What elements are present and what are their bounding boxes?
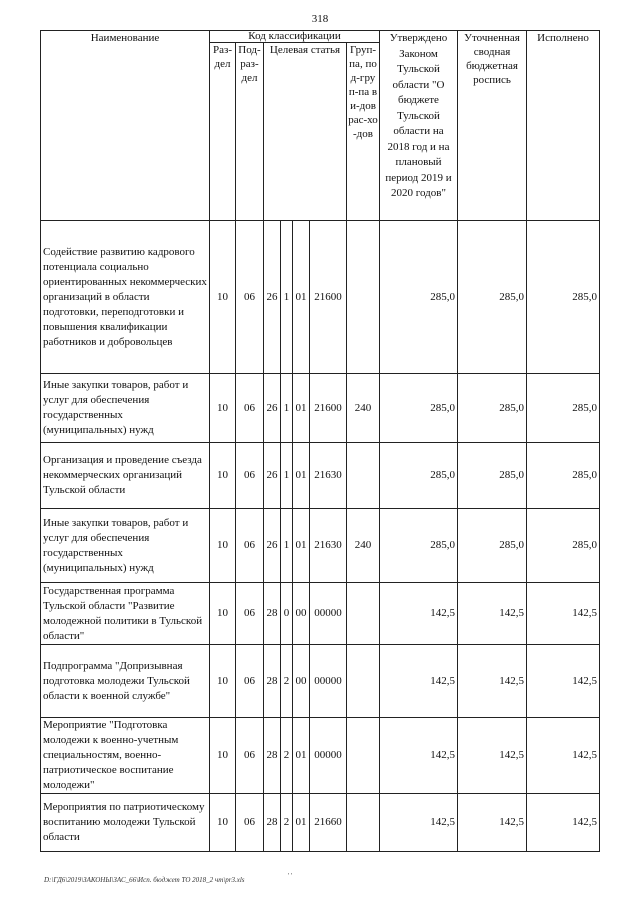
target-code-measure: 01 [293, 374, 310, 443]
refined-value: 285,0 [458, 509, 527, 583]
expense-group-code: 240 [347, 509, 380, 583]
target-code-program: 28 [264, 645, 281, 718]
expense-group-code [347, 443, 380, 509]
expense-group-code [347, 794, 380, 852]
header-approved: Утверждено Законом Тульской области "О бюджете Тульской области на 2018 год и на плановый период 2019 и 2020 годов" [380, 31, 458, 221]
executed-value: 142,5 [527, 794, 600, 852]
table-row [41, 374, 600, 443]
header-expense-group: Груп-па, под-груп-па ви-дов рас-хо-дов [347, 43, 380, 221]
target-code-program: 28 [264, 583, 281, 645]
target-code-measure: 01 [293, 718, 310, 794]
section-code: 10 [210, 509, 236, 583]
table-row [41, 583, 600, 645]
target-code-direction: 21600 [310, 221, 347, 374]
target-code-subprogram: 1 [281, 443, 293, 509]
header-name: Наименование [41, 31, 210, 221]
target-code-program: 26 [264, 221, 281, 374]
executed-value: 142,5 [527, 645, 600, 718]
section-code: 10 [210, 794, 236, 852]
target-code-program: 26 [264, 374, 281, 443]
refined-value: 285,0 [458, 374, 527, 443]
target-code-subprogram: 1 [281, 221, 293, 374]
target-code-program: 26 [264, 509, 281, 583]
approved-value: 285,0 [380, 443, 458, 509]
approved-value: 285,0 [380, 374, 458, 443]
header-subsection: Под-раз-дел [236, 43, 264, 221]
table-row [41, 718, 600, 794]
expense-group-code: 240 [347, 374, 380, 443]
row-name: Подпрограмма "Допризывная подготовка молодежи Тульской области к военной службе" [41, 645, 210, 718]
section-code: 10 [210, 718, 236, 794]
approved-value: 285,0 [380, 221, 458, 374]
executed-value: 142,5 [527, 583, 600, 645]
table-row [41, 443, 600, 509]
approved-value: 142,5 [380, 794, 458, 852]
row-name: Мероприятие "Подготовка молодежи к военно-учетным специальностям, военно-патриотическое воспитание молодежи" [41, 718, 210, 794]
target-code-direction: 21660 [310, 794, 347, 852]
target-code-subprogram: 1 [281, 374, 293, 443]
target-code-measure: 01 [293, 221, 310, 374]
target-code-direction: 21630 [310, 443, 347, 509]
refined-value: 142,5 [458, 583, 527, 645]
target-code-subprogram: 2 [281, 794, 293, 852]
approved-value: 142,5 [380, 718, 458, 794]
file-path: D:\ГД6\2019\ЗАКОНЫ\ЗАС_66\Исп. бюджет ТО 2018_2 чт\pr3.xls [44, 876, 245, 884]
subsection-code: 06 [236, 221, 264, 374]
page-number: 318 [311, 13, 329, 25]
target-code-direction: 00000 [310, 645, 347, 718]
section-code: 10 [210, 645, 236, 718]
header-section: Раз-дел [210, 43, 236, 221]
target-code-measure: 01 [293, 443, 310, 509]
target-code-direction: 21630 [310, 509, 347, 583]
target-code-direction: 00000 [310, 583, 347, 645]
row-name: Содействие развитию кадрового потенциала социально ориентированных некоммерческих организаций в области подготовки, переподготовки и повышения квалификации работников и добровольцев [41, 221, 210, 374]
approved-value: 142,5 [380, 583, 458, 645]
section-code: 10 [210, 583, 236, 645]
row-name: Государственная программа Тульской области "Развитие молодежной политики в Тульской области" [41, 583, 210, 645]
header-refined: Уточненная сводная бюджетная роспись [458, 31, 527, 221]
expense-group-code [347, 583, 380, 645]
header-target: Целевая статья [264, 43, 347, 221]
target-code-subprogram: 2 [281, 645, 293, 718]
table-row [41, 221, 600, 374]
approved-value: 285,0 [380, 509, 458, 583]
target-code-subprogram: 2 [281, 718, 293, 794]
table-row [41, 794, 600, 852]
subsection-code: 06 [236, 583, 264, 645]
target-code-measure: 00 [293, 645, 310, 718]
target-code-measure: 01 [293, 794, 310, 852]
row-name: Иные закупки товаров, работ и услуг для обеспечения государственных (муниципальных) нужд [41, 374, 210, 443]
executed-value: 285,0 [527, 443, 600, 509]
header-code: Код классификации [210, 31, 380, 43]
target-code-direction: 00000 [310, 718, 347, 794]
row-name: Организация и проведение съезда некоммерческих организаций Тульской области [41, 443, 210, 509]
subsection-code: 06 [236, 443, 264, 509]
header-executed: Исполнено [527, 31, 600, 221]
expense-group-code [347, 221, 380, 374]
expense-group-code [347, 645, 380, 718]
target-code-measure: 00 [293, 583, 310, 645]
budget-table [40, 30, 600, 852]
subsection-code: 06 [236, 794, 264, 852]
executed-value: 285,0 [527, 374, 600, 443]
executed-value: 285,0 [527, 509, 600, 583]
section-code: 10 [210, 374, 236, 443]
refined-value: 142,5 [458, 794, 527, 852]
target-code-measure: 01 [293, 509, 310, 583]
row-name: Иные закупки товаров, работ и услуг для обеспечения государственных (муниципальных) нужд [41, 509, 210, 583]
refined-value: 285,0 [458, 443, 527, 509]
table-row [41, 509, 600, 583]
target-code-program: 26 [264, 443, 281, 509]
target-code-program: 28 [264, 718, 281, 794]
table-row [41, 645, 600, 718]
refined-value: 285,0 [458, 221, 527, 374]
target-code-subprogram: 1 [281, 509, 293, 583]
subsection-code: 06 [236, 645, 264, 718]
refined-value: 142,5 [458, 718, 527, 794]
target-code-direction: 21600 [310, 374, 347, 443]
target-code-program: 28 [264, 794, 281, 852]
executed-value: 142,5 [527, 718, 600, 794]
section-code: 10 [210, 221, 236, 374]
refined-value: 142,5 [458, 645, 527, 718]
expense-group-code [347, 718, 380, 794]
executed-value: 285,0 [527, 221, 600, 374]
subsection-code: 06 [236, 509, 264, 583]
subsection-code: 06 [236, 374, 264, 443]
section-code: 10 [210, 443, 236, 509]
target-code-subprogram: 0 [281, 583, 293, 645]
approved-value: 142,5 [380, 645, 458, 718]
row-name: Мероприятия по патриотическому воспитанию молодежи Тульской области [41, 794, 210, 852]
footer-mark: ' ' [288, 872, 293, 880]
subsection-code: 06 [236, 718, 264, 794]
